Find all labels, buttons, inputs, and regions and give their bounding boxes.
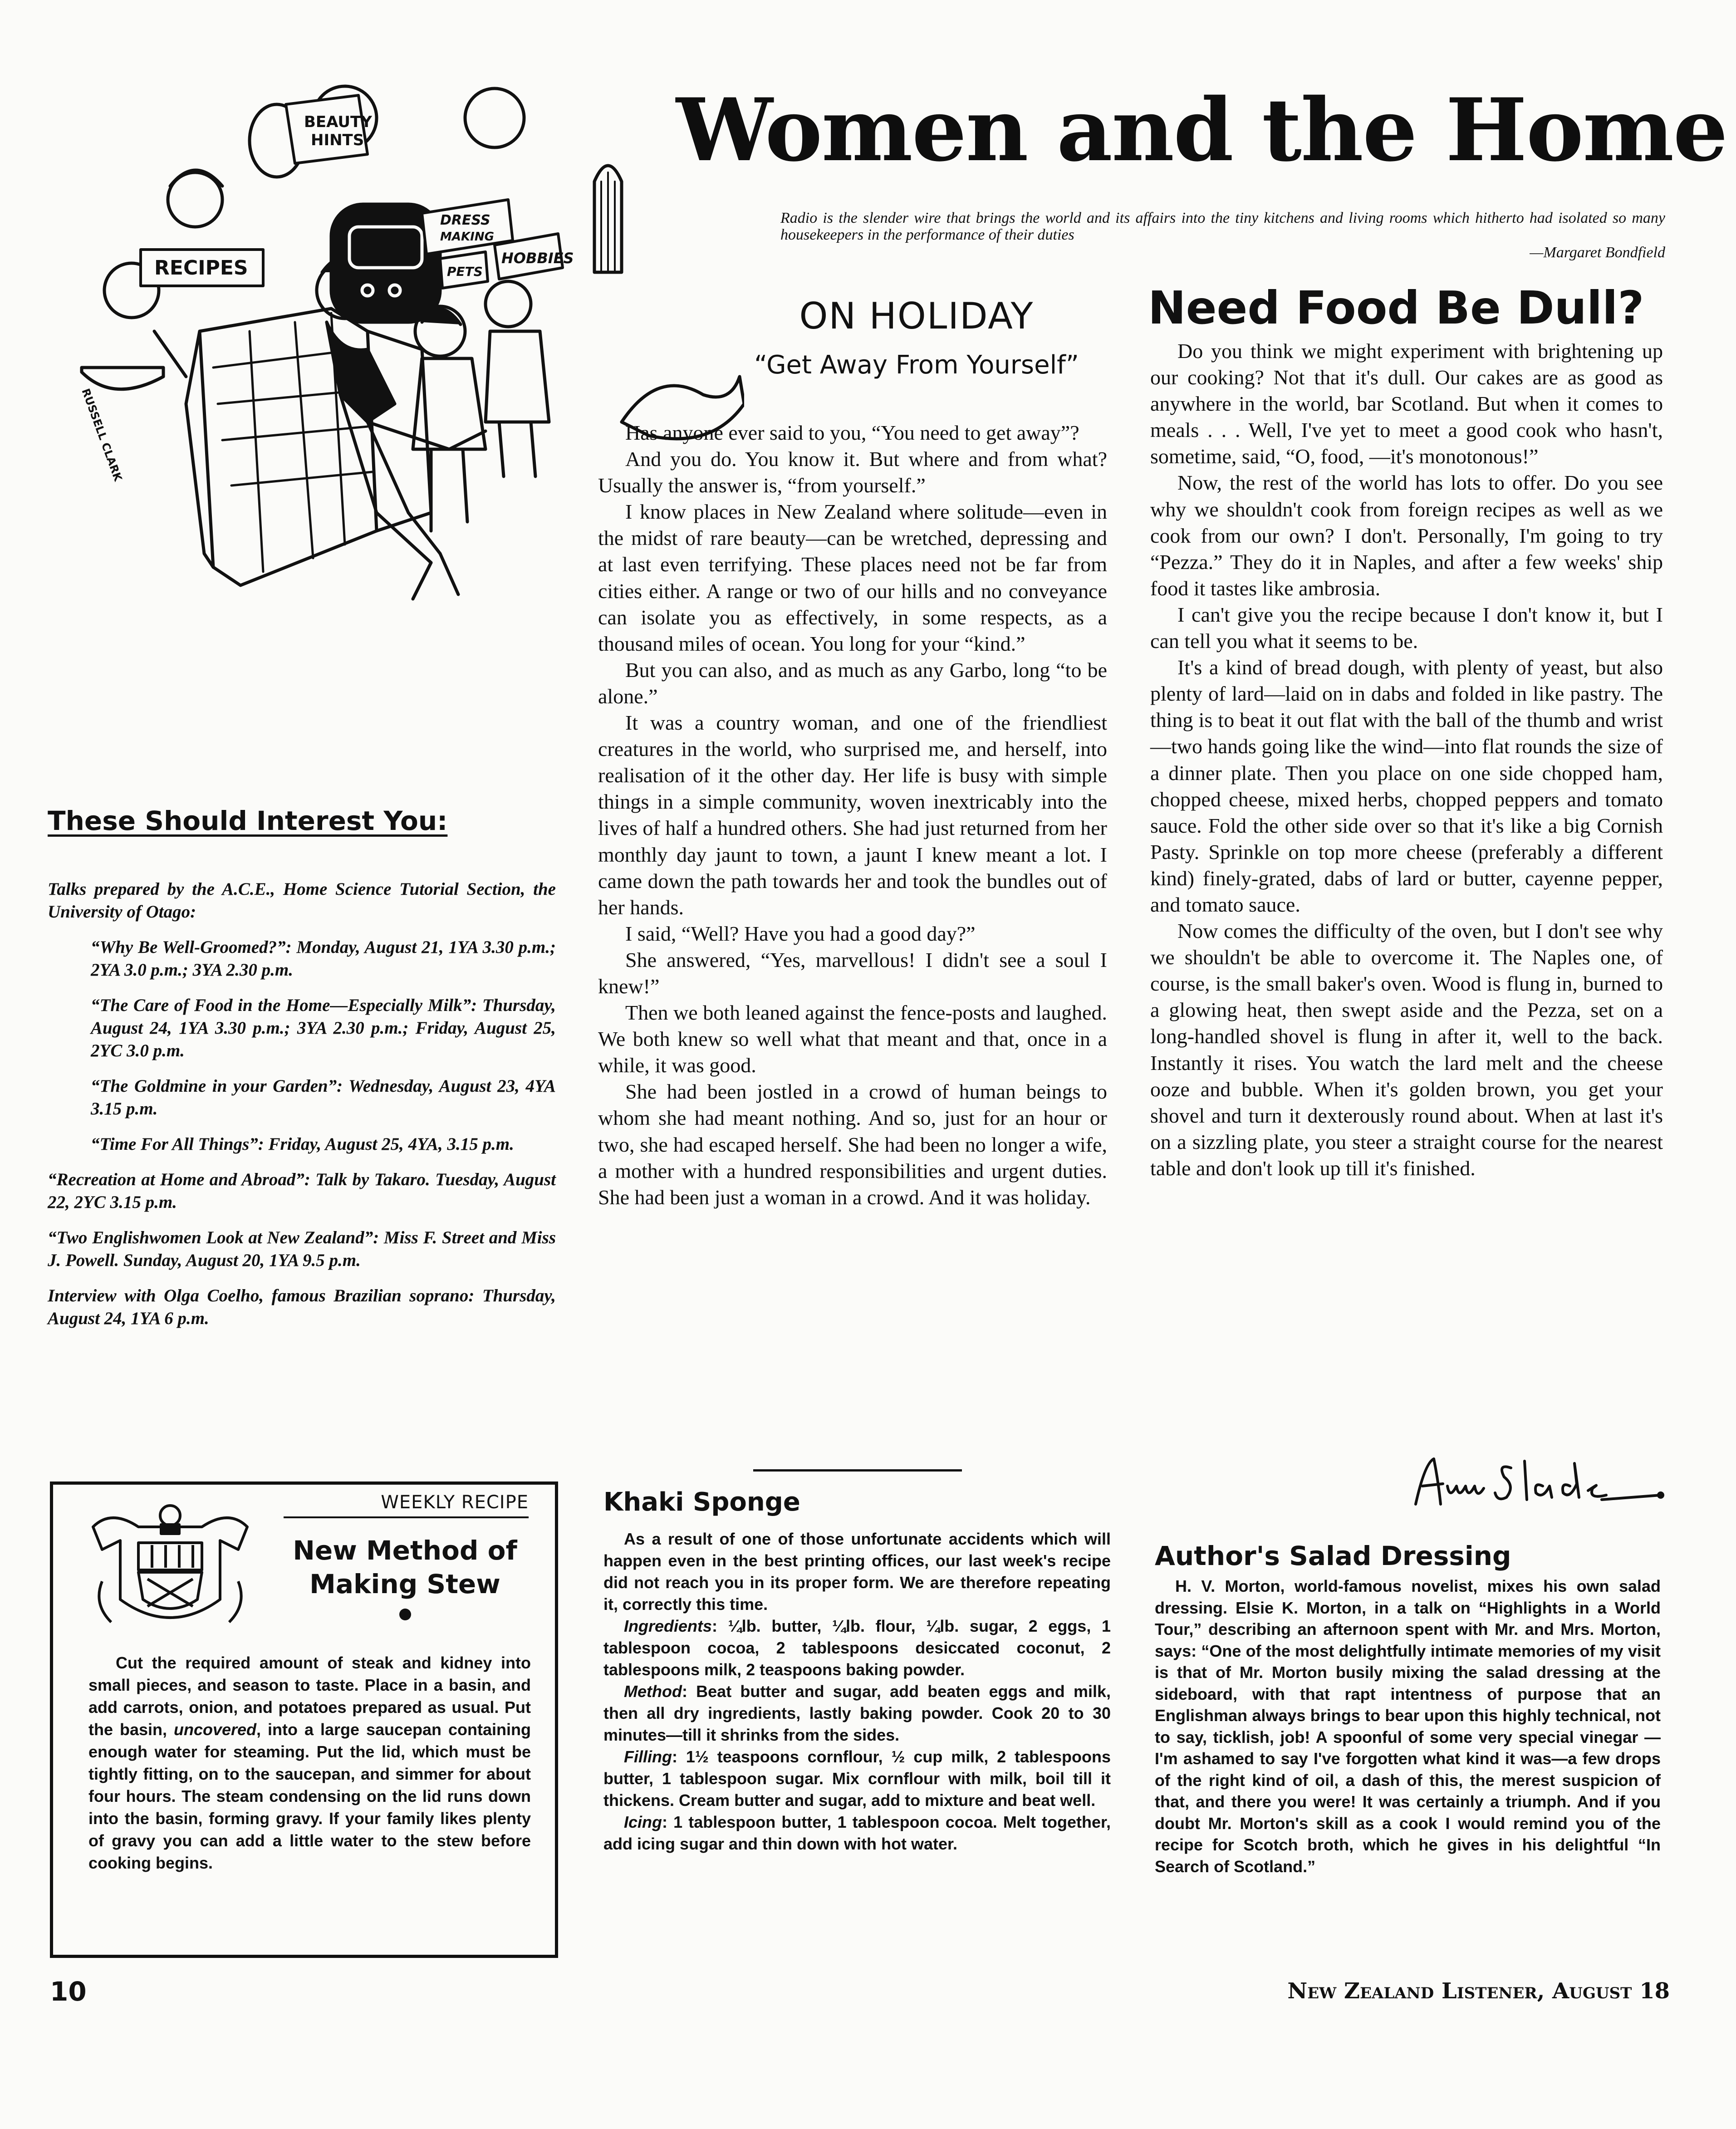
bullet-icon — [399, 1609, 411, 1620]
paragraph: It was a country woman, and one of the friendliest creatures in the world, who surprised me, and herself, into realisation of it the other day. Her life is busy with simple things in a simple community, woven inextricably into the lives of half a hundred others. She had just returned from her monthly day jaunt to town, a jaunt I knew meant a lot. I came down the path towards her and took the bundles out of her hands. — [598, 711, 1107, 919]
salad-article: H. V. Morton, world-famous novelist, mixes his own salad dressing. Elsie K. Morton, in a talk on “Highlights in a World Tour,” describing an afternoon spent with Mr. and Mrs. Morton, says: “One of the most delightfully intimate memories of my visit is that of Mr. Morton busily mixing the salad dressing at the sideboard, with that rapt intentness of purpose that an Englishman always brings to bear upon this highly technical, not to say, ticklish, job! A spoonful of some very special vinegar — I'm ashamed to say I've forgotten what kind it was—a few drops of the right kind of oil, a dash of this, the merest suspicion of that, and there you were! It was certainly a triumph. And if you doubt Mr. Morton's skill as a cook I would remind you of the recipe for Scotch broth, which he gives in his delightful “In Search of Scotland.” — [1155, 1577, 1661, 1876]
footer-publication: New Zealand Listener, August 18 — [1287, 1978, 1670, 2004]
artist-signature: RUSSELL CLARK — [79, 387, 125, 483]
food-article — [1150, 338, 1663, 1182]
talks-intro: Talks prepared by the A.C.E., Home Science Tutorial Section, the University of Otago: — [48, 879, 556, 922]
salad-heading: Author's Salad Dressing — [1155, 1540, 1511, 1571]
paragraph: It's a kind of bread dough, with plenty of yeast, but also plenty of lard—laid on in dabs and folded in like pastry. The thing is to beat it out flat with the ball of the thumb and wrist—two hands going like the wind—into flat rounds the size of a dinner plate. Then you place on one side chopped ham, chopped cheese, mixed herbs, chopped peppers and tomato sauce. Fold the other side over so that it's like a big Cornish Pasty. Sprinkle on top more cheese (preferably a different kind) finely-grated, dabs of lard or butter, cayenne pepper, and tomato sauce. — [1150, 656, 1663, 916]
holiday-heading: ON HOLIDAY — [799, 295, 1034, 337]
recipe-section: Filling: 1½ teaspoons cornflour, ½ cup milk, 2 tablespoons butter, 1 tablespoon sugar. Mix cornflour with milk, boil till it thickens. Cream butter and sugar, add to mixture and beat well. — [603, 1747, 1111, 1810]
paragraph: I can't give you the recipe because I don't know it, but I can tell you what it seems to be. — [1150, 603, 1663, 653]
recipe-section: Icing: 1 tablespoon butter, 1 tablespoon cocoa. Melt together, add icing sugar and thin down with hot water. — [603, 1813, 1111, 1853]
kitchen-crest-icon — [84, 1500, 256, 1636]
quote-attribution: —Margaret Bondfield — [1530, 244, 1665, 261]
talks-list — [48, 878, 556, 1343]
sidebar-heading: These Should Interest You: — [48, 805, 448, 836]
list-item: “Recreation at Home and Abroad”: Talk by Takaro. Tuesday, August 22, 2YC 3.15 p.m. — [48, 1170, 556, 1212]
holiday-article — [598, 420, 1107, 1211]
paragraph: Then we both leaned against the fence-posts and laughed. We both knew so well what that meant and that, once in a while, it was good. — [598, 1001, 1107, 1077]
paragraph: But you can also, and as much as any Garbo, long “to be alone.” — [598, 658, 1107, 708]
paragraph: Now comes the difficulty of the oven, but I don't see why we shouldn't be able to overcome it. The Naples one, of course, is the small baker's oven. Wood is flung in, burned to a glowing heat, then swept aside and the Pezza, set on a long-handled shovel is flung in after it, well to the back. Instantly it rises. You watch the lard melt and the cheese ooze and bubble. When it's golden brown, you get your shovel and turn it dexterously round about. When at last it's on a sizzling plate, you steer a straight course for the nearest table and don't look up till it's finished. — [1150, 919, 1663, 1180]
list-item: “The Goldmine in your Garden”: Wednesday, August 23, 4YA 3.15 p.m. — [91, 1076, 556, 1118]
list-item: Interview with Olga Coelho, famous Brazilian soprano: Thursday, August 24, 1YA 6 p.m. — [48, 1286, 556, 1328]
paragraph: I know places in New Zealand where solitude—even in the midst of rare beauty—can be wretched, depressing and at last even terrifying. These places need not be far from cities either. A range or two of our hills and no conveyance can isolate you as effectively, in some respects, as a thousand miles of ocean. You long for your “kind.” — [598, 500, 1107, 655]
paragraph: And you do. You know it. But where and from what? Usually the answer is, “from yourself.” — [598, 447, 1107, 497]
list-item: “Time For All Things”: Friday, August 25, 4YA, 3.15 p.m. — [91, 1134, 514, 1154]
sign-beauty: BEAUTY — [304, 113, 372, 131]
list-item: “Why Be Well-Groomed?”: Monday, August 21, 1YA 3.30 p.m.; 2YA 3.0 p.m.; 3YA 2.30 p.m. — [91, 937, 556, 980]
khaki-sponge-heading: Khaki Sponge — [603, 1487, 800, 1517]
paragraph: Has anyone ever said to you, “You need to get away”? — [625, 421, 1079, 444]
sign-making: MAKING — [440, 230, 494, 244]
khaki-sponge-recipe — [603, 1528, 1111, 1855]
sign-dress: DRESS — [440, 212, 490, 228]
sign-hints: HINTS — [311, 131, 364, 149]
weekly-recipe-label: WEEKLY RECIPE — [284, 1492, 529, 1518]
weekly-recipe-title: New Method of Making Stew — [293, 1535, 517, 1599]
author-signature — [1407, 1454, 1670, 1513]
list-item: “The Care of Food in the Home—Especially Milk”: Thursday, August 24, 1YA 3.30 p.m.; 3YA 2.30 p.m.; Friday, August 25, 2YC 3.0 p.m. — [91, 996, 556, 1060]
divider — [753, 1469, 962, 1472]
list-item: “Two Englishwomen Look at New Zealand”: Miss F. Street and Miss J. Powell. Sunday, August 20, 1YA 9.5 p.m. — [48, 1228, 556, 1270]
paragraph: As a result of one of those unfortunate accidents which will happen even in the best printing offices, our last week's recipe did not reach you in its proper form. We are therefore repeating it, correctly this time. — [603, 1530, 1111, 1614]
paragraph: Now, the rest of the world has lots to offer. Do you see why we shouldn't cook from foreign recipes as well as we cook from our own? I don't. Personally, I'm going to try “Pezza.” They do it in Naples, and after a few weeks' ship food it tastes like ambrosia. — [1150, 471, 1663, 600]
weekly-recipe-body: Cut the required amount of steak and kidney into small pieces, and season to taste. Place in a basin, and add carrots, onion, and potatoes prepared as usual. Put the basin, uncovered, into a large saucepan containing enough water for steaming. Put the lid, which must be tightly fitting, on to the saucepan, and simmer for about four hours. The steam condensing on the lid runs down into the basin, forming gravy. If your family likes plenty of gravy you can add a little water to the stew before cooking begins. — [88, 1653, 531, 1872]
paragraph: She answered, “Yes, marvellous! I didn't see a soul I knew!” — [598, 948, 1107, 998]
sign-recipes: RECIPES — [154, 256, 248, 280]
food-heading: Need Food Be Dull? — [1148, 281, 1644, 334]
holiday-subheading: “Get Away From Yourself” — [754, 350, 1079, 380]
page-number: 10 — [50, 1976, 87, 2007]
recipe-section: Method: Beat butter and sugar, add beaten eggs and milk, then all dry ingredients, lastly baking powder. Cook 20 to 30 minutes—till it shrinks from the sides. — [603, 1682, 1111, 1744]
sign-hobbies: HOBBIES — [501, 250, 574, 267]
sign-pets: PETS — [447, 264, 483, 279]
masthead-quote: Radio is the slender wire that brings the world and its affairs into the tiny kitchens and living rooms which hitherto had isolated so many housekeepers in the performance of their duties — [780, 210, 1665, 243]
paragraph: She had been jostled in a crowd of human beings to whom she had meant nothing. And so, just for an hour or two, she had escaped herself. She had been no longer a wife, a mother with a hundred responsibilities and urgent duties. She had been just a woman in a crowd. And it was holiday. — [598, 1080, 1107, 1209]
recipe-section: Ingredients: ¼lb. butter, ¼lb. flour, ¼lb. sugar, 2 eggs, 1 tablespoon cocoa, 2 tablespoons desiccated coconut, 2 tablespoons milk, 2 teaspoons baking powder. — [603, 1617, 1111, 1679]
page-title: Women and the Home — [676, 79, 1727, 181]
paragraph: Do you think we might experiment with brightening up our cooking? Not that it's dull. Our cakes are as good as anywhere in the world, bar Scotland. But when it comes to meals . . . Well, I've yet to meet a good cook who hasn't, sometime, said, “O, food, —it's monotonous!” — [1150, 339, 1663, 468]
paragraph: I said, “Well? Have you had a good day?” — [625, 922, 976, 945]
